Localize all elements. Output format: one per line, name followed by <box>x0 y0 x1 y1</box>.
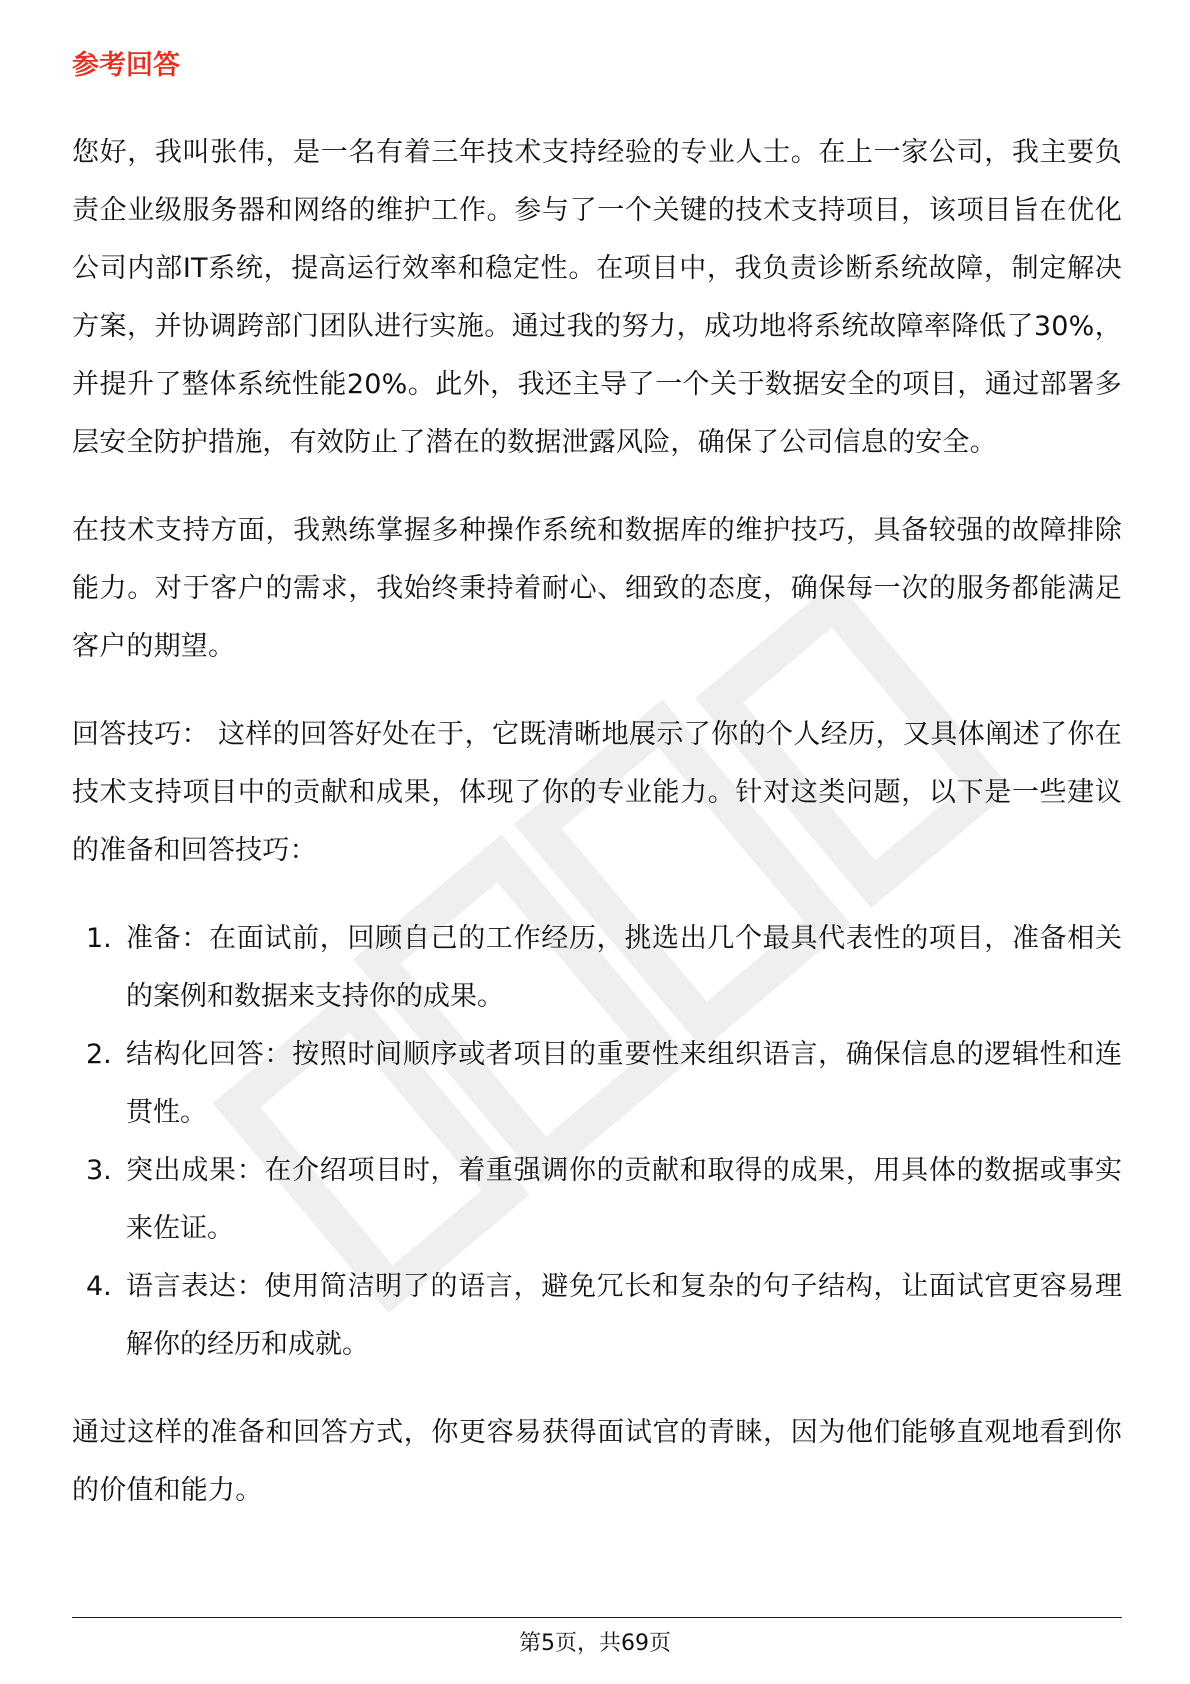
list-item-number: 4. <box>86 1271 112 1302</box>
list-item-number: 3. <box>86 1155 112 1186</box>
tips-paragraph: 回答技巧： 这样的回答好处在于，它既清晰地展示了你的个人经历，又具体阐述了你在技术支持项目中的贡献和成果，体现了你的专业能力。针对这类问题，以下是一些建议的准备和回答技巧： <box>72 719 1122 866</box>
list-item-text: 语言表达：使用简洁明了的语言，避免冗长和复杂的句子结构，让面试官更容易理解你的经历和成就。 <box>126 1271 1122 1360</box>
list-item <box>72 1258 1122 1374</box>
list-item <box>72 910 1122 1026</box>
list-item-text: 结构化回答：按照时间顺序或者项目的重要性来组织语言，确保信息的逻辑性和连贯性。 <box>126 1039 1122 1128</box>
closing-paragraph: 通过这样的准备和回答方式，你更容易获得面试官的青睐，因为他们能够直观地看到你的价值和能力。 <box>72 1417 1122 1506</box>
tips-list <box>72 910 1122 1374</box>
list-item <box>72 1142 1122 1258</box>
skills-paragraph: 在技术支持方面，我熟练掌握多种操作系统和数据库的维护技巧，具备较强的故障排除能力。对于客户的需求，我始终秉持着耐心、细致的态度，确保每一次的服务都能满足客户的期望。 <box>72 515 1122 662</box>
intro-paragraph: 您好，我叫张伟，是一名有着三年技术支持经验的专业人士。在上一家公司，我主要负责企业级服务器和网络的维护工作。参与了一个关键的技术支持项目，该项目旨在优化公司内部IT系统，提高运行效率和稳定性。在项目中，我负责诊断系统故障，制定解决方案，并协调跨部门团队进行实施。通过我的努力，成功地将系统故障率降低了30%，并提升了整体系统性能20%。此外，我还主导了一个关于数据安全的项目，通过部署多层安全防护措施，有效防止了潜在的数据泄露风险，确保了公司信息的安全。 <box>72 137 1122 458</box>
document-page <box>72 46 1122 1550</box>
list-item-number: 1. <box>86 923 112 954</box>
page-number: 第5页，共69页 <box>519 1631 671 1656</box>
list-item-text: 准备：在面试前，回顾自己的工作经历，挑选出几个最具代表性的项目，准备相关的案例和数据来支持你的成果。 <box>126 923 1122 1012</box>
footer-divider <box>72 1617 1122 1618</box>
list-item <box>72 1026 1122 1142</box>
list-item-number: 2. <box>86 1039 112 1070</box>
section-heading: 参考回答 <box>72 50 180 81</box>
list-item-text: 突出成果：在介绍项目时，着重强调你的贡献和取得的成果，用具体的数据或事实来佐证。 <box>126 1155 1122 1244</box>
